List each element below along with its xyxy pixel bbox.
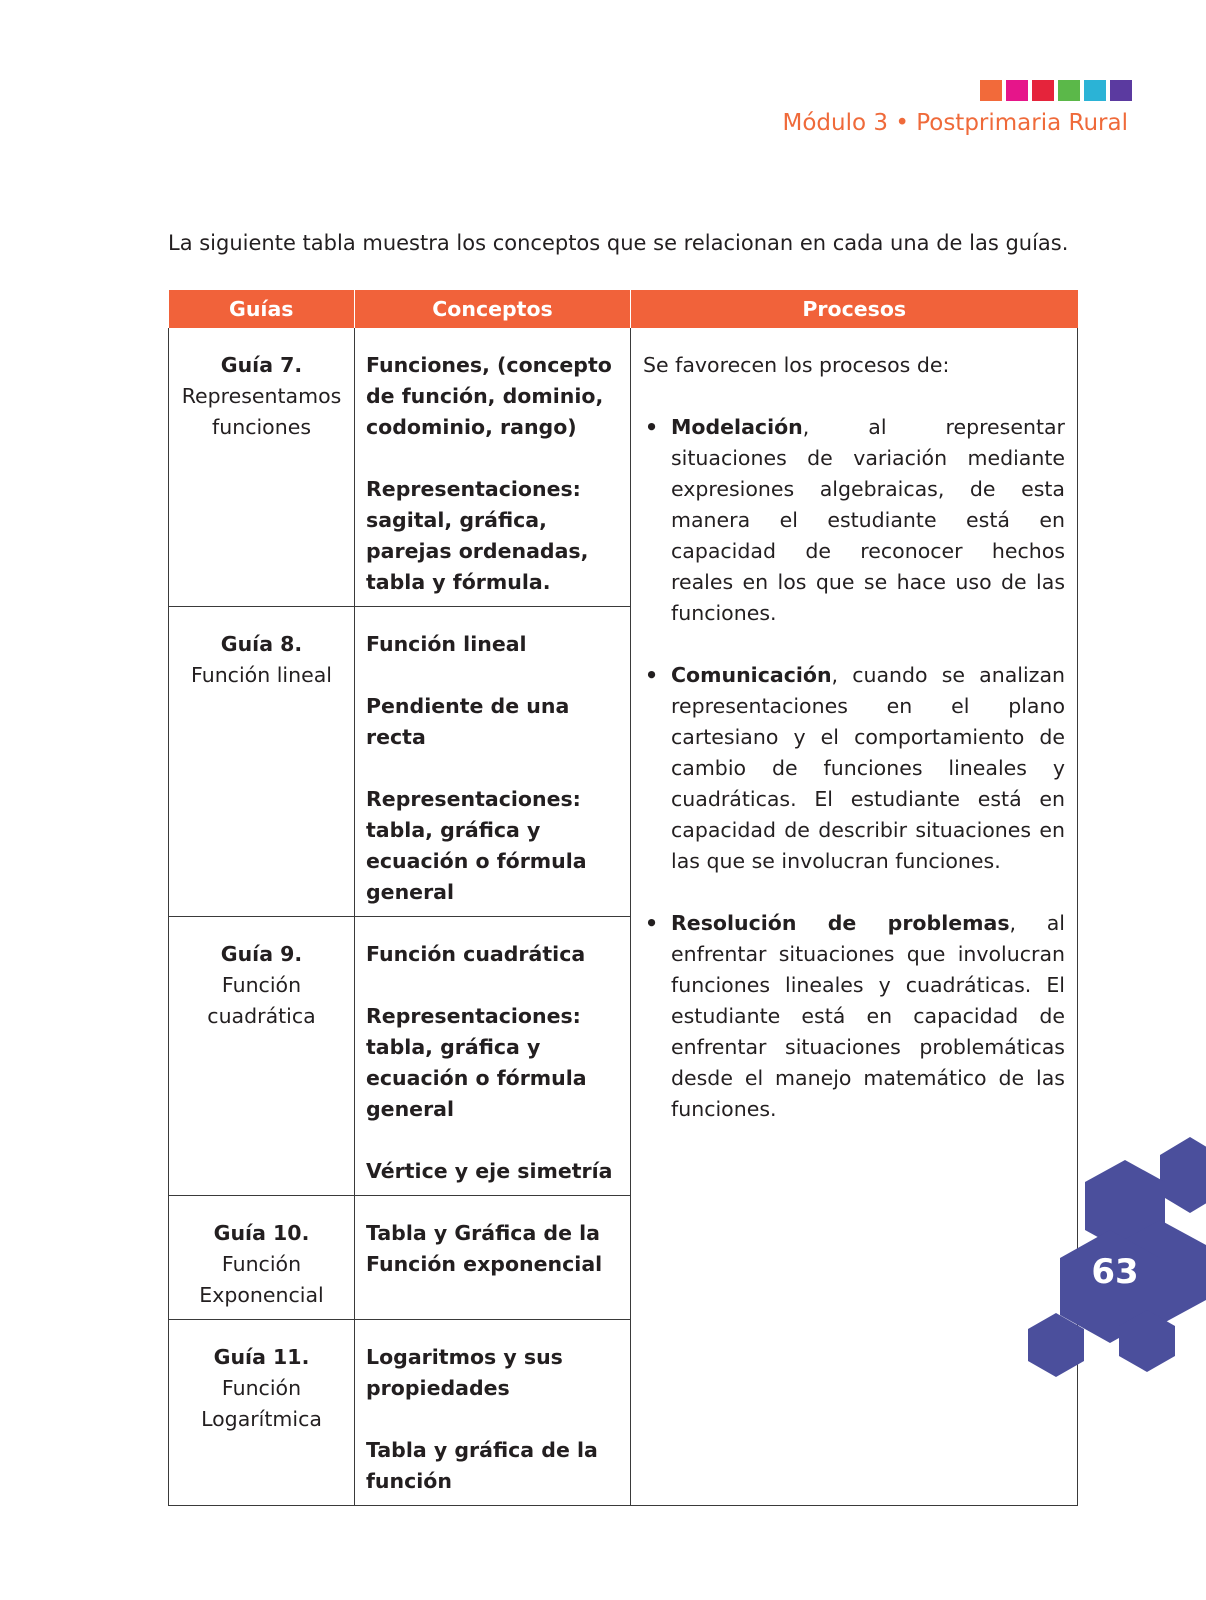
guia-subtitle: cuadrática xyxy=(207,1004,316,1028)
process-text: , cuando se analizan representaciones en el plano cartesiano y el comportamiento de cambio de funciones lineales y cuadráticas. El estudiante está en capacidad de describir situaciones en las que se involucran funciones. xyxy=(671,663,1065,873)
guia-subtitle: Exponencial xyxy=(199,1283,324,1307)
page-number: 63 xyxy=(1091,1252,1139,1292)
color-strip xyxy=(980,80,1132,101)
guia-title: Guía 8. xyxy=(220,632,303,656)
concept-item: Funciones, (concepto de función, dominio, codominio, rango) xyxy=(366,353,612,439)
hexagon-shape xyxy=(1160,1137,1206,1213)
guia-cell xyxy=(169,1320,355,1506)
process-term: Resolución de problemas xyxy=(671,911,1010,935)
strip-purple xyxy=(1110,80,1132,101)
table-row xyxy=(169,328,1078,607)
guia-subtitle: Función xyxy=(221,973,302,997)
conceptos-cell xyxy=(355,328,631,607)
list-item xyxy=(643,908,1065,1125)
strip-cyan xyxy=(1084,80,1106,101)
guia-cell xyxy=(169,1196,355,1320)
guia-title: Guía 7. xyxy=(220,353,303,377)
guia-cell xyxy=(169,607,355,917)
bullet-icon: • xyxy=(645,663,659,687)
guia-subtitle: funciones xyxy=(212,415,311,439)
guia-title: Guía 9. xyxy=(220,942,303,966)
list-item xyxy=(643,660,1065,877)
intro-text: La siguiente tabla muestra los conceptos que se relacionan en cada una de las guías. xyxy=(168,231,1069,255)
table-header-row xyxy=(169,290,1078,328)
guia-subtitle: Función xyxy=(221,1252,302,1276)
conceptos-cell xyxy=(355,1320,631,1506)
concept-item: Pendiente de una recta xyxy=(366,694,570,749)
hexagon-decoration xyxy=(1000,1100,1206,1400)
concept-item: Representaciones: sagital, gráfica, parejas ordenadas, tabla y fórmula. xyxy=(366,477,589,594)
concept-item: Representaciones: tabla, gráfica y ecuación o fórmula general xyxy=(366,787,587,904)
conceptos-cell xyxy=(355,1196,631,1320)
strip-magenta xyxy=(1006,80,1028,101)
conceptos-cell xyxy=(355,607,631,917)
procesos-list xyxy=(643,412,1065,1125)
bullet-icon: • xyxy=(645,911,659,935)
conceptos-cell xyxy=(355,917,631,1196)
concept-item: Vértice y eje simetría xyxy=(366,1159,613,1183)
header-guias: Guías xyxy=(169,290,355,328)
process-term: Modelación xyxy=(671,415,803,439)
bullet-icon: • xyxy=(645,415,659,439)
concept-item: Función cuadrática xyxy=(366,942,586,966)
guia-subtitle: Logarítmica xyxy=(201,1407,322,1431)
strip-red xyxy=(1032,80,1054,101)
process-text: , al representar situaciones de variación mediante expresiones algebraicas, de esta manera el estudiante está en capacidad de reconocer hechos reales en los que se hace uso de las funciones. xyxy=(671,415,1065,625)
process-term: Comunicación xyxy=(671,663,832,687)
concept-item: Función lineal xyxy=(366,632,527,656)
concept-item: Representaciones: tabla, gráfica y ecuación o fórmula general xyxy=(366,1004,587,1121)
module-header: Módulo 3 • Postprimaria Rural xyxy=(782,110,1128,136)
strip-orange xyxy=(980,80,1002,101)
concept-item: Tabla y gráfica de la función xyxy=(366,1438,598,1493)
guia-subtitle: Función lineal xyxy=(191,663,332,687)
guia-cell xyxy=(169,917,355,1196)
guia-title: Guía 11. xyxy=(213,1345,310,1369)
guia-cell xyxy=(169,328,355,607)
guia-subtitle: Representamos xyxy=(181,384,342,408)
guia-title: Guía 10. xyxy=(213,1221,310,1245)
procesos-intro: Se favorecen los procesos de: xyxy=(643,353,950,377)
header-procesos: Procesos xyxy=(631,290,1078,328)
header-conceptos: Conceptos xyxy=(355,290,631,328)
guia-subtitle: Función xyxy=(221,1376,302,1400)
strip-green xyxy=(1058,80,1080,101)
concept-item: Logaritmos y sus propiedades xyxy=(366,1345,563,1400)
list-item xyxy=(643,412,1065,629)
concepts-table xyxy=(168,290,1078,1506)
process-text: , al enfrentar situaciones que involucran funciones lineales y cuadráticas. El estudiante está en capacidad de enfrentar situaciones problemáticas desde el manejo matemático de las funciones. xyxy=(671,911,1065,1121)
concept-item: Tabla y Gráfica de la Función exponencial xyxy=(366,1221,603,1276)
